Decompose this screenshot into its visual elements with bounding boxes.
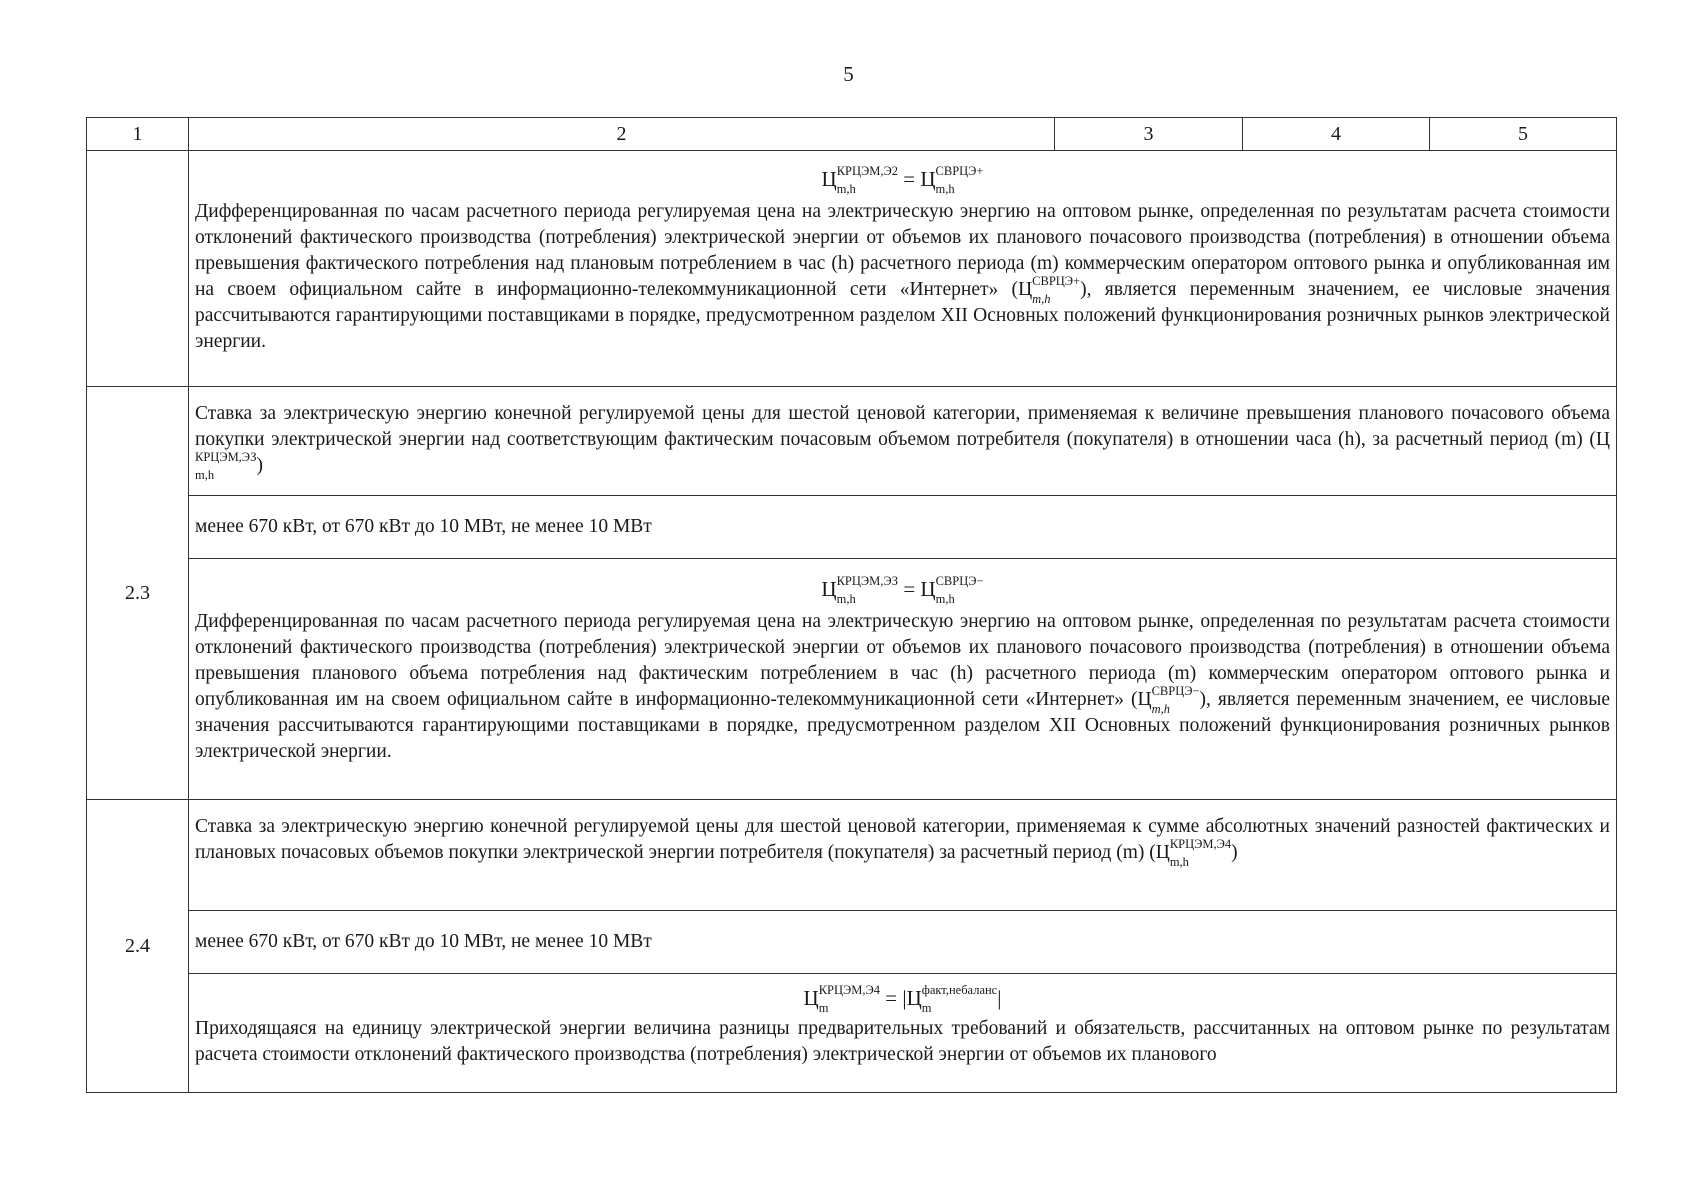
table-row xyxy=(87,974,1617,1093)
header-col-3: 3 xyxy=(1055,118,1243,151)
formula: Ц КРЦЭМ,Э2 m,h = Ц СВРЦЭ+ m,h xyxy=(821,164,984,197)
page-number: 5 xyxy=(843,62,854,86)
table-row xyxy=(87,911,1617,974)
table-row xyxy=(87,151,1617,387)
row-number: 2.4 xyxy=(87,800,189,1093)
table-row xyxy=(87,387,1617,496)
table-row xyxy=(87,559,1617,800)
definition-text: Дифференцированная по часам расчетного периода регулируемая цена на электрическую энергию на оптовом рынке, определенная по результатам расчета стоимости отклонений фактического производства (потребления) электрической энергии от объемов их планового почасового производства (потребления) в отношении объема превышения планового объема потребления над фактическим потреблением в час (h) расчетного периода (m) коммерческим оператором оптового рынка и опубликованная им на своем официальном сайте в информационно-телекоммуникационной сети «Интернет» (Ц СВРЦЭ− m,h ), является переменным значением, ее числовые значения рассчитываются гарантирующими поставщиками в порядке, предусмотренном разделом XII Основных положений функционирования розничных рынков электрической энергии. xyxy=(195,611,1610,763)
formula: Ц КРЦЭМ,Э4 m = |Ц факт,небаланс m | xyxy=(803,983,1002,1016)
table-row xyxy=(87,800,1617,911)
definition-text: Дифференцированная по часам расчетного периода регулируемая цена на электрическую энергию на оптовом рынке, определенная по результатам расчета стоимости отклонений фактического производства (потребления) электрической энергии от объемов их планового почасового производства (потребления) в отношении объема превышения фактического потребления над плановым потреблением в час (h) расчетного периода (m) коммерческим оператором оптового рынка и опубликованная им на своем официальном сайте в информационно-телекоммуникационной сети «Интернет» (Ц СВРЦЭ+ m,h ), является переменным значением, ее числовые значения рассчитываются гарантирующими поставщиками в порядке, предусмотренном разделом XII Основных положений функционирования розничных рынков электрической энергии. xyxy=(195,201,1611,353)
formula: Ц КРЦЭМ,ЭЗ m,h = Ц СВРЦЭ− m,h xyxy=(821,574,984,607)
header-col-1: 1 xyxy=(87,118,189,151)
description-cell xyxy=(189,974,1617,1093)
header-col-4: 4 xyxy=(1243,118,1430,151)
rate-title: Ставка за электрическую энергию конечной регулируемой цены для шестой ценовой категории, применяемая к величине превышения планового почасового объема покупки электрической энергии над соответствующим фактическим почасовым объемом потребителя (покупателя) в отношении часа (h), за расчетный период (m) (Ц КРЦЭМ,ЭЗ m,h ) xyxy=(195,403,1610,482)
header-col-5: 5 xyxy=(1430,118,1617,151)
tariff-table xyxy=(86,117,1617,1093)
header-row xyxy=(87,118,1617,151)
power-ranges: менее 670 кВт, от 670 кВт до 10 МВт, не менее 10 МВт xyxy=(189,911,1617,974)
header-col-2: 2 xyxy=(189,118,1055,151)
description-cell xyxy=(189,151,1617,387)
row-number-cell xyxy=(87,151,189,387)
rate-title-cell xyxy=(189,800,1617,911)
rate-title-cell xyxy=(189,387,1617,496)
power-ranges: менее 670 кВт, от 670 кВт до 10 МВт, не менее 10 МВт xyxy=(189,496,1617,559)
description-cell xyxy=(189,559,1617,800)
row-number: 2.3 xyxy=(87,387,189,800)
definition-text: Приходящаяся на единицу электрической энергии величина разницы предварительных требований и обязательств, рассчитанных на оптовом рынке по результатам расчета стоимости отклонений фактического производства (потребления) электрической энергии от объемов их планового xyxy=(195,1018,1610,1066)
rate-title: Ставка за электрическую энергию конечной регулируемой цены для шестой ценовой категории, применяемая к сумме абсолютных значений разностей фактических и плановых почасовых объемов покупки электрической энергии потребителя (покупателя) за расчетный период (m) (Ц КРЦЭМ,Э4 m,h ) xyxy=(195,816,1610,869)
table-row xyxy=(87,496,1617,559)
